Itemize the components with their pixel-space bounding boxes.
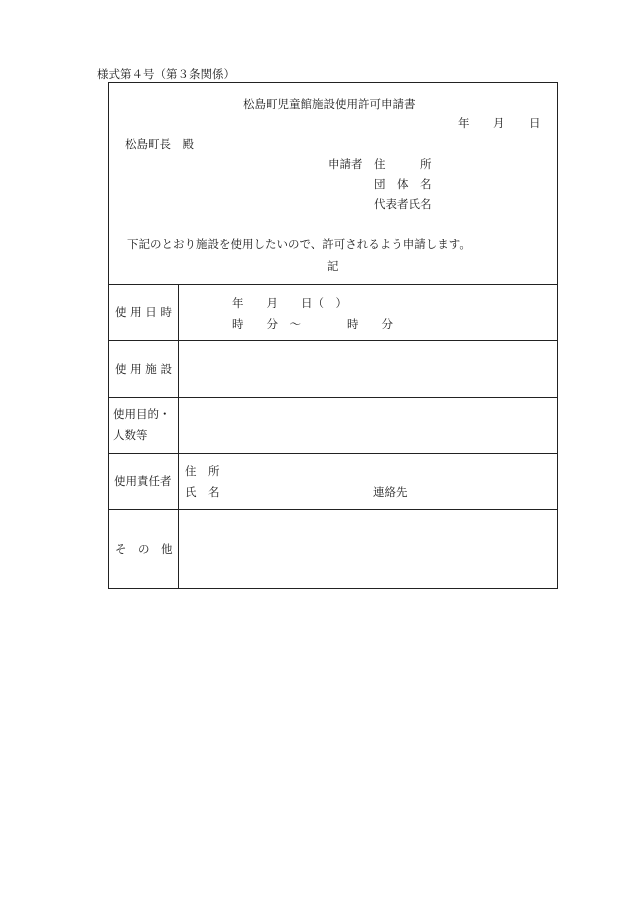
date-year-field[interactable]: 年: [458, 116, 470, 130]
form-title: 松島町児童館施設使用許可申請書: [243, 97, 416, 111]
ki-heading: 記: [327, 259, 339, 273]
divider-header: [108, 284, 558, 285]
facility-label: 使 用 施 設: [115, 362, 172, 376]
datetime-time-field[interactable]: 時 分 ～ 時 分: [232, 317, 393, 331]
form-number: 様式第４号（第３条関係）: [97, 67, 235, 81]
applicant-group-field[interactable]: 団 体 名: [374, 177, 432, 191]
border-left: [108, 82, 109, 589]
purpose-label-line1: 使用目的・: [113, 407, 171, 421]
responsible-name-field[interactable]: 氏 名: [185, 485, 220, 499]
label-column-divider: [178, 284, 179, 589]
request-text: 下記のとおり施設を使用したいので、許可されるよう申請します。: [127, 237, 471, 251]
border-bottom: [108, 588, 558, 589]
date-day-field[interactable]: 日: [529, 116, 541, 130]
divider-row2: [108, 397, 558, 398]
divider-row1: [108, 340, 558, 341]
datetime-date-field[interactable]: 年 月 日（ ）: [232, 296, 347, 310]
applicant-representative-field[interactable]: 代表者氏名: [374, 197, 432, 211]
datetime-label: 使 用 日 時: [115, 305, 172, 319]
divider-row3: [108, 453, 558, 454]
other-field[interactable]: [180, 511, 556, 587]
border-right: [557, 82, 558, 589]
divider-row4: [108, 509, 558, 510]
applicant-address-field[interactable]: 住 所: [374, 157, 432, 171]
other-label: そ の 他: [115, 542, 173, 556]
addressee: 松島町長 殿: [125, 137, 194, 151]
date-month-field[interactable]: 月: [493, 116, 505, 130]
facility-field[interactable]: [180, 342, 556, 396]
responsible-contact-field[interactable]: 連絡先: [373, 485, 408, 499]
purpose-label-line2: 人数等: [113, 428, 148, 442]
border-top: [108, 82, 558, 83]
responsible-label: 使用責任者: [114, 474, 172, 488]
applicant-label: 申請者: [328, 157, 363, 171]
purpose-field[interactable]: [180, 399, 556, 452]
responsible-address-field[interactable]: 住 所: [185, 464, 220, 478]
